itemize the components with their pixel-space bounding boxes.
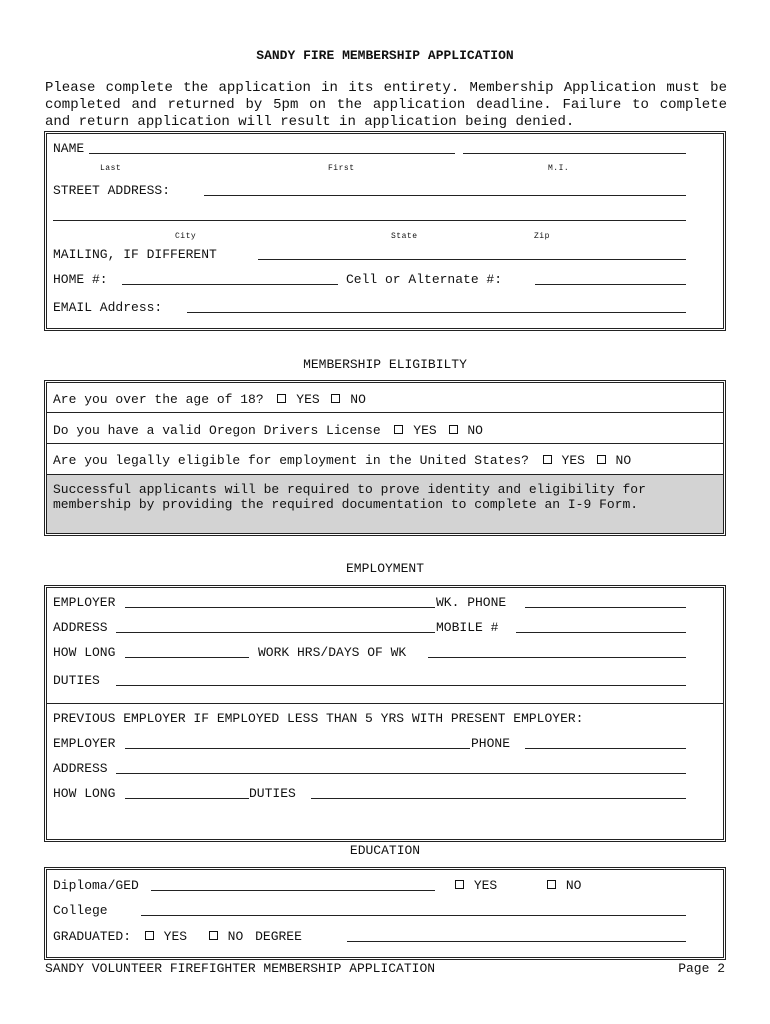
home-phone-label: HOME #: — [53, 272, 108, 287]
employer-label: EMPLOYER — [53, 595, 116, 610]
license-yes-checkbox[interactable] — [394, 425, 403, 434]
prev-how-long-field[interactable] — [125, 798, 249, 799]
diploma-field[interactable] — [151, 890, 435, 891]
wk-phone-label: WK. PHONE — [436, 595, 507, 610]
i9-note: Successful applicants will be required to prove identity and eligibility for membership by providing the required documentation to complete an I-9 Form. — [53, 482, 646, 512]
mailing-label: MAILING, IF DIFFERENT — [53, 247, 217, 262]
employment-yes-checkbox[interactable] — [543, 455, 552, 464]
no-label: NO — [565, 878, 582, 893]
degree-label: DEGREE — [255, 929, 302, 944]
prev-employer-label: EMPLOYER — [53, 736, 116, 751]
duties-label: DUTIES — [53, 673, 100, 688]
prev-duties-field[interactable] — [311, 798, 686, 799]
education-section — [44, 867, 726, 960]
graduated-row — [53, 929, 302, 944]
prev-address-field[interactable] — [116, 773, 686, 774]
footer-title: SANDY VOLUNTEER FIREFIGHTER MEMBERSHIP APPLICATION — [45, 961, 436, 976]
mobile-label: MOBILE # — [436, 620, 499, 635]
license-no-checkbox[interactable] — [449, 425, 458, 434]
prev-phone-field[interactable] — [525, 748, 686, 749]
employer-address-field[interactable] — [116, 632, 435, 633]
graduated-yes-checkbox[interactable] — [145, 931, 154, 940]
name-label: NAME — [53, 141, 85, 156]
diploma-yes-checkbox[interactable] — [455, 880, 464, 889]
duties-field[interactable] — [116, 685, 686, 686]
street-address-field[interactable] — [204, 195, 686, 196]
work-hrs-label: WORK HRS/DAYS OF WK — [258, 645, 407, 660]
intro-paragraph: Please complete the application in its entirety. Membership Application must be completed and returned by 5pm on the application deadline. Failure to complete and return application will result in application being denied. — [45, 80, 727, 130]
employment-heading: EMPLOYMENT — [345, 561, 424, 576]
prev-how-long-label: HOW LONG — [53, 786, 116, 801]
college-field[interactable] — [141, 915, 686, 916]
employer-address-label: ADDRESS — [53, 620, 108, 635]
how-long-field[interactable] — [125, 657, 249, 658]
eligibility-heading: MEMBERSHIP ELIGIBILTY — [303, 357, 467, 372]
diploma-options — [455, 878, 581, 893]
graduated-label: GRADUATED: — [53, 929, 132, 944]
prev-duties-label: DUTIES — [249, 786, 296, 801]
license-question-text: Do you have a valid Oregon Drivers License — [53, 423, 381, 438]
wk-phone-field[interactable] — [525, 607, 686, 608]
zip-sublabel: Zip — [534, 232, 550, 241]
state-sublabel: State — [391, 232, 418, 241]
college-label: College — [53, 903, 108, 918]
age-question-text: Are you over the age of 18? — [53, 392, 264, 407]
prev-address-label: ADDRESS — [53, 761, 108, 776]
divider — [47, 443, 723, 444]
employment-eligibility-question — [53, 453, 631, 468]
no-label: NO — [615, 453, 632, 468]
graduated-no-checkbox[interactable] — [209, 931, 218, 940]
mailing-field[interactable] — [258, 259, 686, 260]
degree-field[interactable] — [347, 941, 686, 942]
no-label: NO — [227, 929, 244, 944]
employer-field[interactable] — [125, 607, 435, 608]
yes-label: YES — [296, 392, 320, 407]
email-field[interactable] — [187, 312, 686, 313]
license-question — [53, 423, 483, 438]
email-label: EMAIL Address: — [53, 300, 163, 315]
street-address-label: STREET ADDRESS: — [53, 183, 171, 198]
previous-employer-heading: PREVIOUS EMPLOYER IF EMPLOYED LESS THAN 5 YRS WITH PRESENT EMPLOYER: — [53, 711, 584, 726]
no-label: NO — [467, 423, 483, 438]
yes-label: YES — [413, 423, 437, 438]
diploma-no-checkbox[interactable] — [547, 880, 556, 889]
employment-eligibility-text: Are you legally eligible for employment in the United States? — [53, 453, 529, 468]
city-state-zip-field[interactable] — [53, 220, 686, 221]
no-label: NO — [350, 392, 366, 407]
yes-label: YES — [163, 929, 188, 944]
prev-employer-field[interactable] — [125, 748, 470, 749]
yes-label: YES — [473, 878, 498, 893]
cell-phone-field[interactable] — [535, 284, 686, 285]
age-yes-checkbox[interactable] — [277, 394, 286, 403]
education-heading: EDUCATION — [349, 843, 421, 858]
page-number: Page 2 — [678, 961, 725, 976]
age-question — [53, 392, 366, 407]
mobile-field[interactable] — [516, 632, 686, 633]
name-field[interactable] — [89, 153, 455, 154]
home-phone-field[interactable] — [122, 284, 338, 285]
how-long-label: HOW LONG — [53, 645, 116, 660]
age-no-checkbox[interactable] — [331, 394, 340, 403]
divider — [47, 412, 723, 413]
first-sublabel: First — [328, 164, 355, 173]
page-title: SANDY FIRE MEMBERSHIP APPLICATION — [256, 48, 514, 63]
divider — [47, 703, 723, 704]
work-hrs-field[interactable] — [428, 657, 686, 658]
diploma-label: Diploma/GED — [53, 878, 139, 893]
prev-phone-label: PHONE — [471, 736, 511, 751]
mi-field[interactable] — [463, 153, 686, 154]
cell-phone-label: Cell or Alternate #: — [346, 272, 503, 287]
yes-label: YES — [561, 453, 585, 468]
last-sublabel: Last — [100, 164, 122, 173]
city-sublabel: City — [175, 232, 197, 241]
mi-sublabel: M.I. — [548, 164, 570, 173]
employment-no-checkbox[interactable] — [597, 455, 606, 464]
